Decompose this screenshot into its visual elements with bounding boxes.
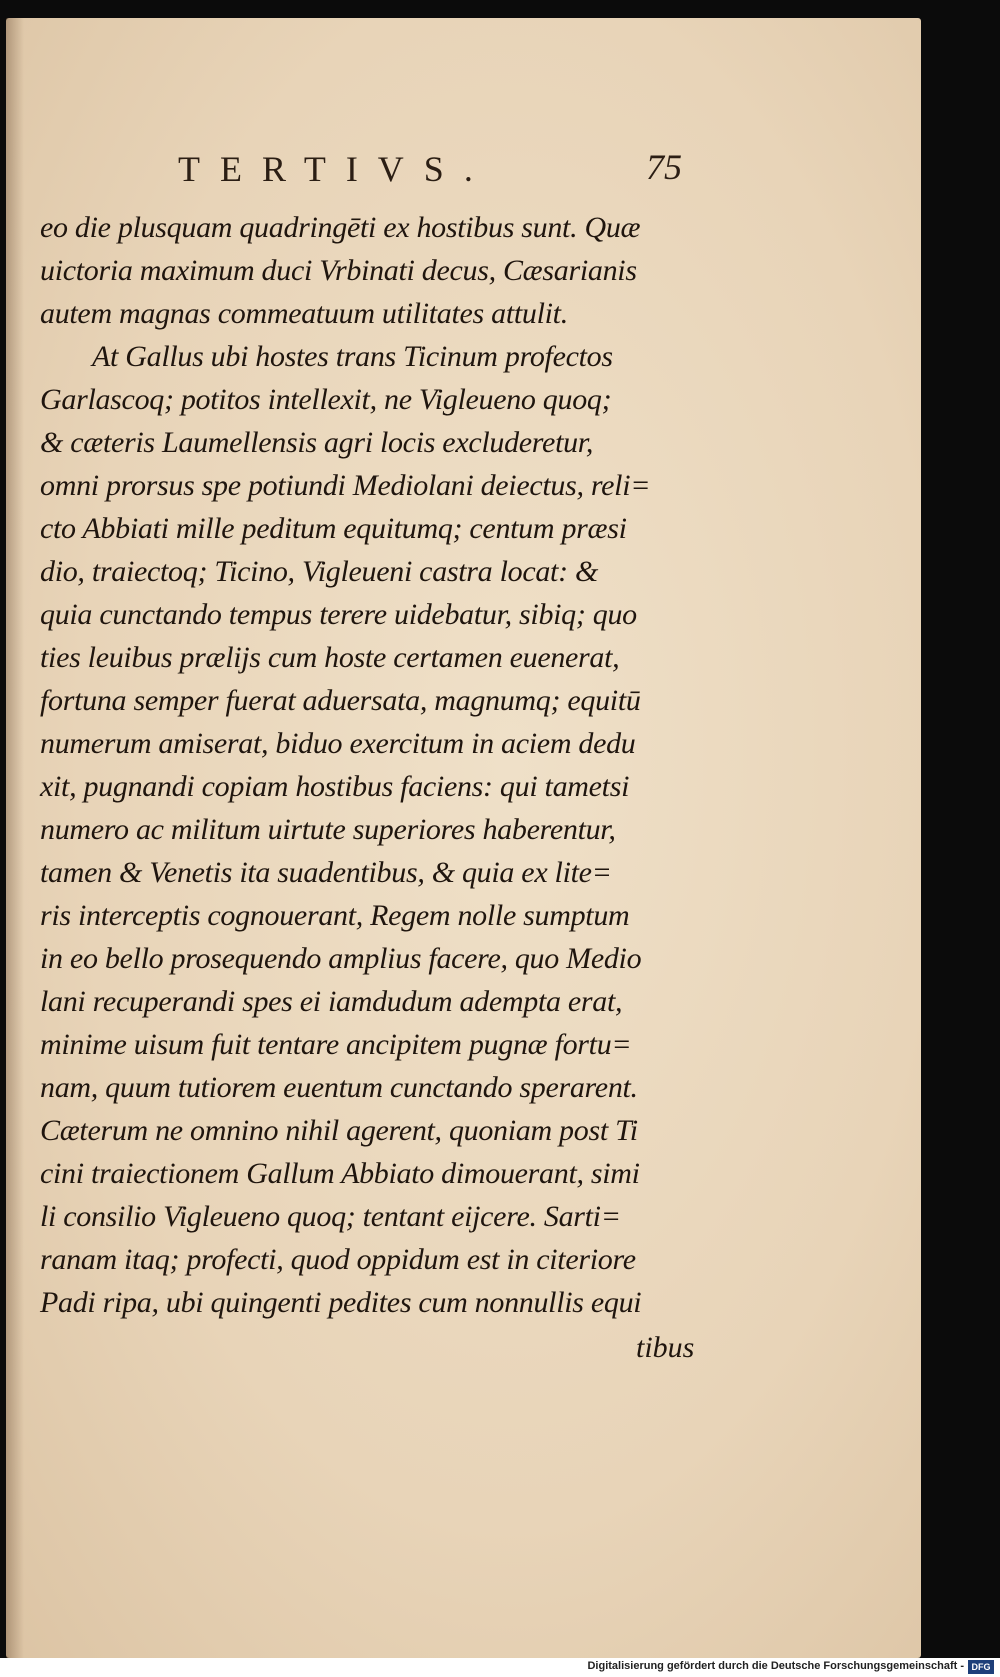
text-line: in eo bello prosequendo amplius facere, quo Medio <box>40 942 642 975</box>
text-line: At Gallus ubi hostes trans Ticinum profectos <box>92 340 613 373</box>
text-line: ranam itaq; profecti, quod oppidum est in citeriore <box>40 1243 636 1276</box>
text-line: cto Abbiati mille peditum equitumq; centum præsi <box>40 512 627 545</box>
dfg-logo: DFG <box>968 1660 994 1674</box>
text-line: & cæteris Laumellensis agri locis excluderetur, <box>40 426 594 459</box>
running-head <box>6 136 921 196</box>
text-line: nam, quum tutiorem euentum cunctando sperarent. <box>40 1071 638 1104</box>
text-line: tamen & Venetis ita suadentibus, & quia ex lite= <box>40 856 612 889</box>
text-line: ties leuibus prælijs cum hoste certamen euenerat, <box>40 641 620 674</box>
text-line: ris interceptis cognouerant, Regem nolle sumptum <box>40 899 630 932</box>
book-page <box>6 18 921 1658</box>
text-line: fortuna semper fuerat aduersata, magnumq; equitū <box>40 684 641 717</box>
funding-credit: Digitalisierung gefördert durch die Deutsche Forschungsgemeinschaft - <box>587 1660 964 1672</box>
gutter-shadow <box>6 18 24 1658</box>
text-line: Padi ripa, ubi quingenti pedites cum nonnullis equi <box>40 1286 642 1319</box>
text-line: Garlascoq; potitos intellexit, ne Vigleueno quoq; <box>40 383 612 416</box>
text-line: omni prorsus spe potiundi Mediolani deiectus, reli= <box>40 469 651 502</box>
text-line: lani recuperandi spes ei iamdudum adempta erat, <box>40 985 623 1018</box>
text-line: cini traiectionem Gallum Abbiato dimouerant, simi <box>40 1157 640 1190</box>
running-head-title: TERTIVS. <box>178 149 493 189</box>
text-line: numerum amiserat, biduo exercitum in aciem dedu <box>40 727 636 760</box>
text-line: eo die plusquam quadringēti ex hostibus sunt. Quæ <box>40 211 641 244</box>
text-line: li consilio Vigleueno quoq; tentant eijcere. Sarti= <box>40 1200 621 1233</box>
text-line: minime uisum fuit tentare ancipitem pugnæ fortu= <box>40 1028 632 1061</box>
text-line: uictoria maximum duci Vrbinati decus, Cæsarianis <box>40 254 637 287</box>
text-line: numero ac militum uirtute superiores haberentur, <box>40 813 616 846</box>
catchword: tibus <box>636 1331 695 1364</box>
text-line: quia cunctando tempus terere uidebatur, sibiq; quo <box>40 598 637 631</box>
text-line: xit, pugnandi copiam hostibus faciens: qui tametsi <box>40 770 630 803</box>
text-line: autem magnas commeatuum utilitates attulit. <box>40 297 568 330</box>
body-text <box>40 206 700 1324</box>
digitization-footer <box>0 1658 1000 1677</box>
text-line: Cæterum ne omnino nihil agerent, quoniam post Ti <box>40 1114 638 1147</box>
page-number: 75 <box>646 147 682 187</box>
text-line: dio, traiectoq; Ticino, Vigleueni castra locat: & <box>40 555 598 588</box>
